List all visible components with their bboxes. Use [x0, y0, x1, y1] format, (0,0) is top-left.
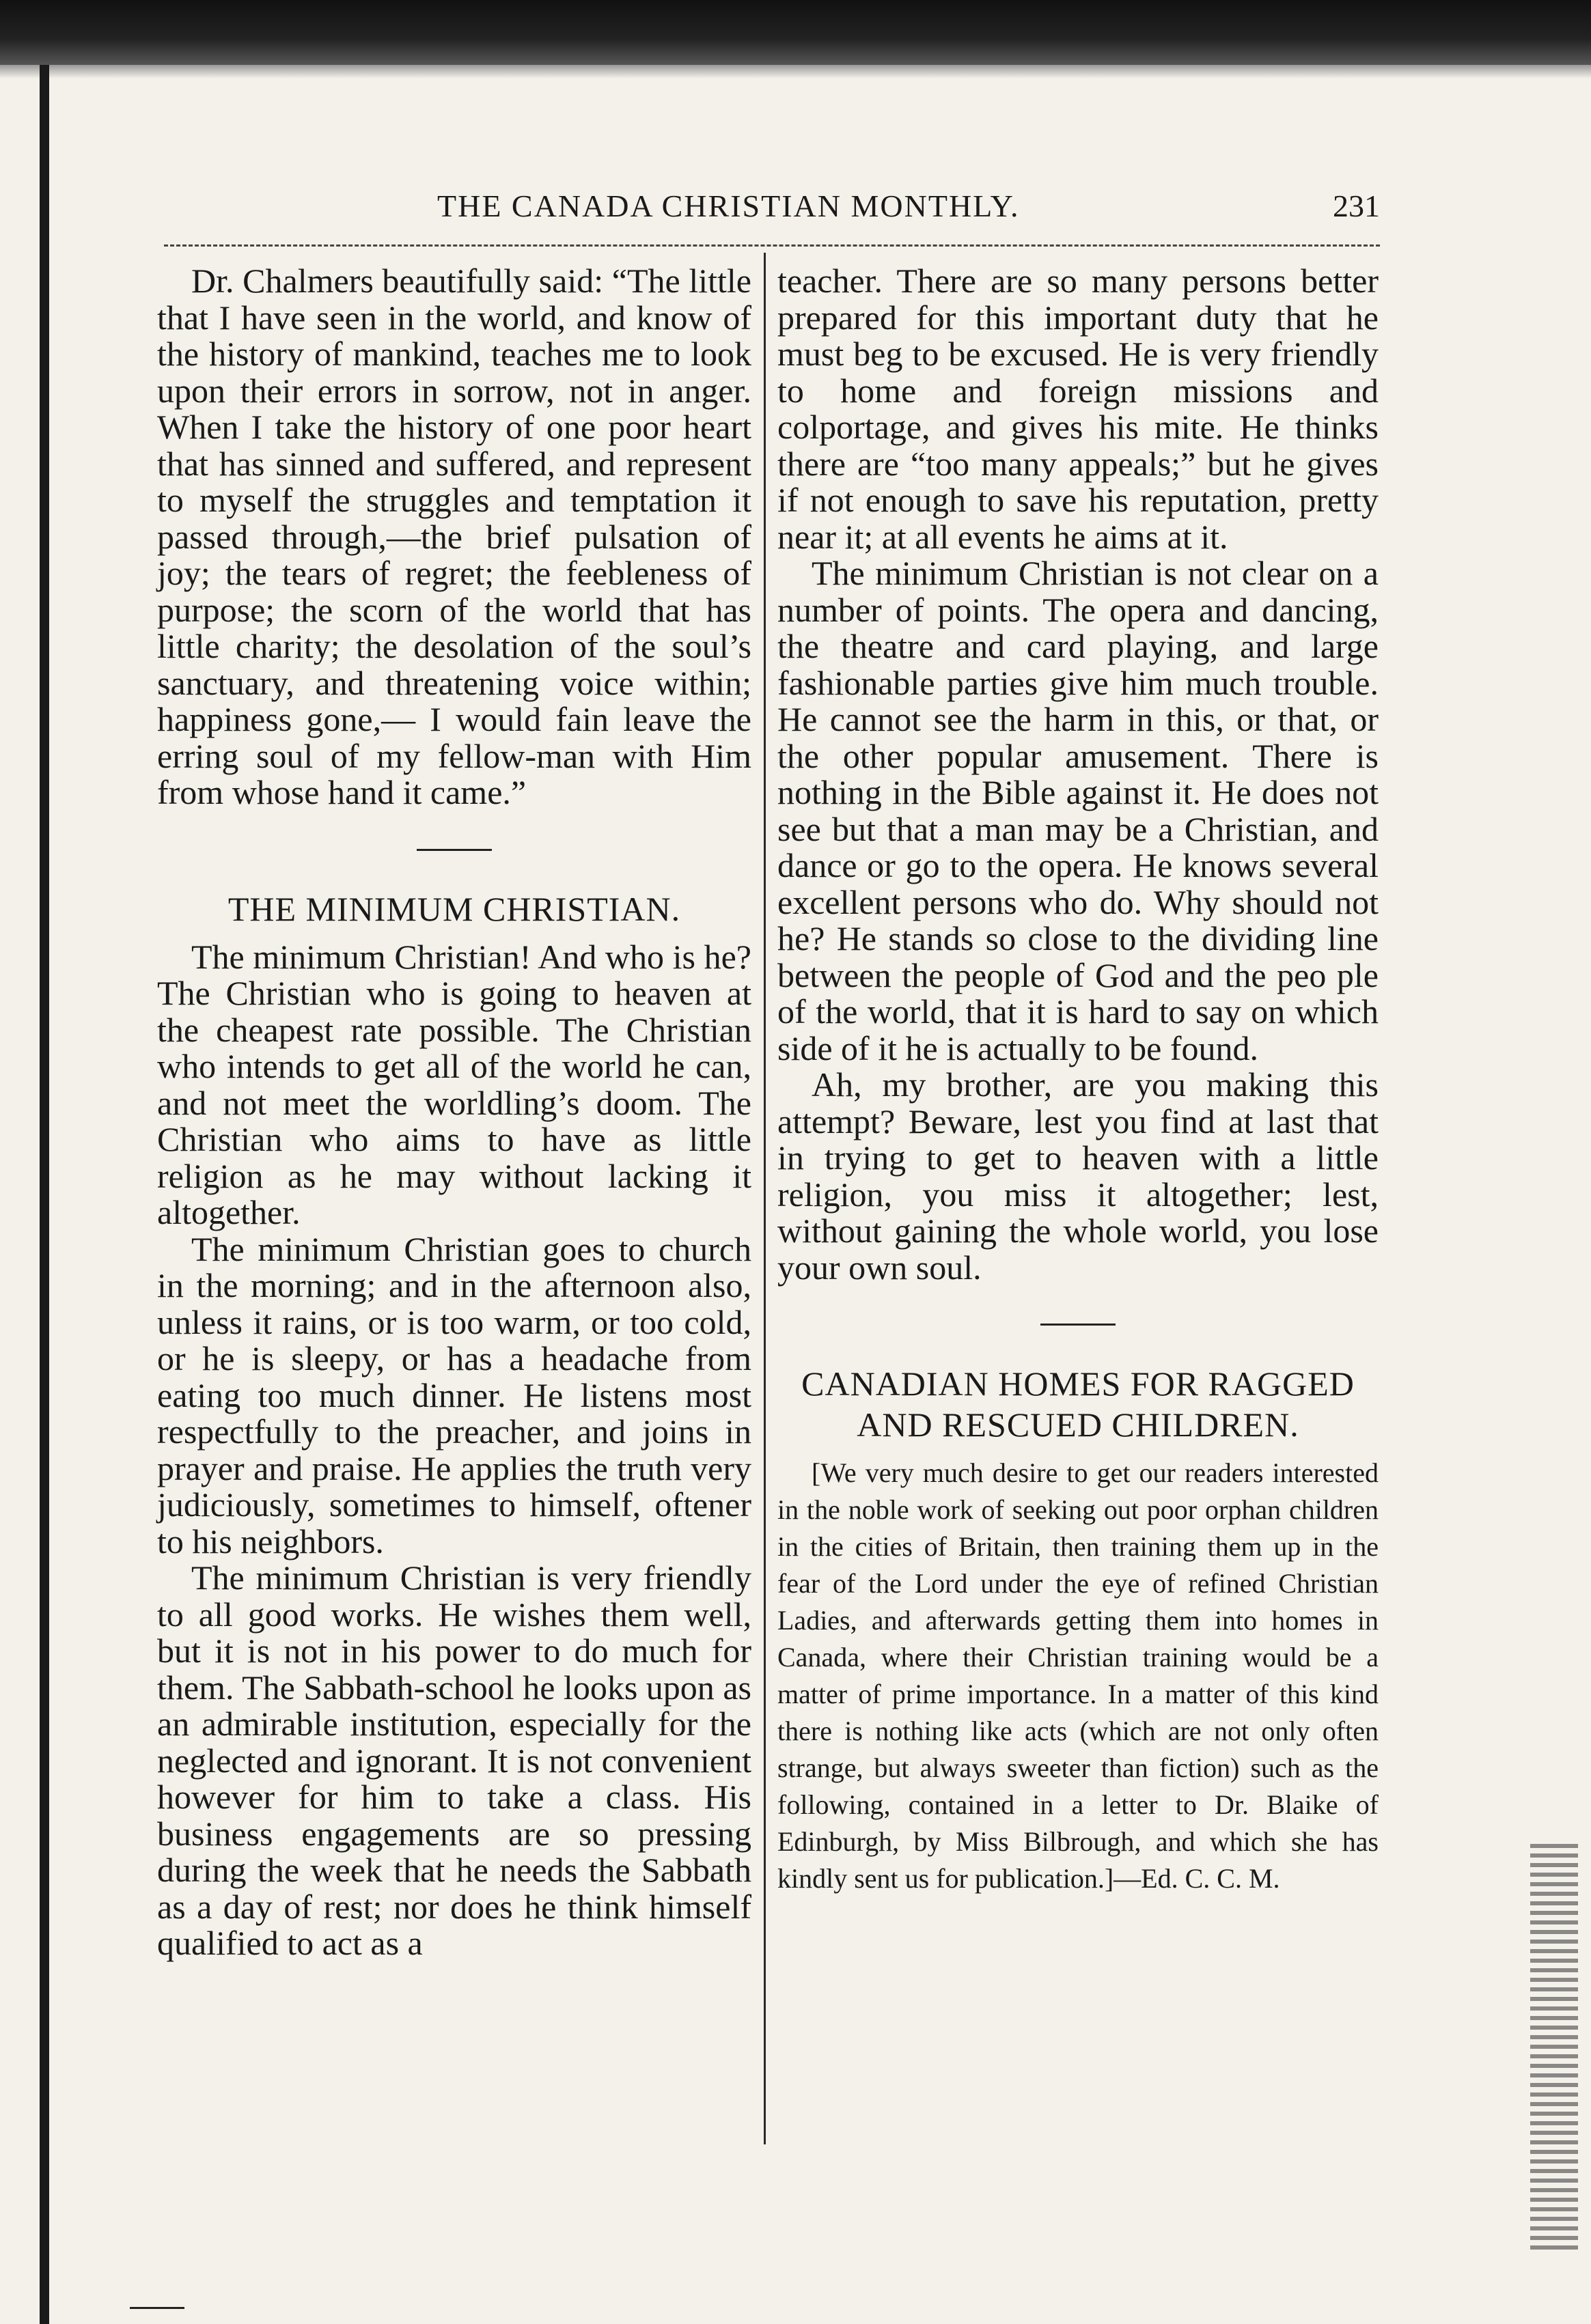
editor-note: [We very much desire to get our readers interested in the noble work of seeking out poor orphan children in the cities of Britain, then training them up in the fear of the Lord under the eye of refined Christian Ladies, and afterwards getting them into homes in Canada, where their Christian training would be a matter of prime importance. In a matter of this kind there is nothing like acts (which are not only often strange, but always sweeter than fiction) such as the following, contained in a letter to Dr. Blaike of Edinburgh, by Miss Bilbrough, and which she has kindly sent us for publication.]—Ed. C. C. M. [777, 1457, 1379, 1894]
paragraph: The minimum Christian! And who is he? The Christian who is going to heaven at the cheapest rate possible. The Christian who intends to get all of the world he can, and not meet the worldling’s doom. The Christian who aims to have as little religion as he may without lacking it altogether. [157, 937, 751, 1231]
scan-left-edge [40, 65, 49, 2324]
section-separator [417, 849, 492, 851]
header-rule [164, 244, 1380, 247]
journal-title: THE CANADA CHRISTIAN MONTHLY. [437, 188, 1020, 223]
column-divider [764, 253, 766, 2144]
article-title-minimum-christian: THE MINIMUM CHRISTIAN. [227, 889, 681, 928]
scan-bottom-mark [130, 2307, 184, 2309]
article-title-canadian-homes: CANADIAN HOMES FOR RAGGED AND RESCUED CHILDREN. [801, 1364, 1355, 1444]
chalmers-quote: Dr. Chalmers beautifully said: “The little that I have seen in the world, and know of the history of mankind, teaches me to look upon their errors in sorrow, not in anger. When I take the history of one poor heart that has sinned and suffered, and represent to myself the struggles and temptation it passed through,—the brief pulsation of joy; the tears of regret; the feebleness of purpose; the scorn of the world that has little charity; the desolation of the soul’s sanctuary, and threatening voice within; happiness gone,— I would fain leave the erring soul of my fellow-man with Him from whose hand it came.” [157, 262, 751, 811]
scan-top-border [0, 0, 1591, 65]
section-separator [1040, 1324, 1116, 1326]
scan-right-noise [1530, 1844, 1578, 2254]
left-column [157, 263, 751, 1962]
page-number: 231 [1333, 188, 1380, 223]
running-header [164, 188, 1380, 236]
paragraph-continued: teacher. There are so many persons better prepared for this important duty that he must beg to be excused. He is very friendly to home and foreign missions and colportage, and gives his mite. He thinks there are “too many appeals;” but he gives if not enough to save his reputation, pretty near it; at all events he aims at it. [777, 262, 1379, 556]
right-column [777, 263, 1379, 1897]
paragraph: The minimum Christian is not clear on a number of points. The opera and dancing, the theatre and card playing, and large fashionable parties give him much trouble. He cannot see the harm in this, or that, or the other popular amusement. There is nothing in the Bible against it. He does not see but that a man may be a Christian, and dance or go to the opera. He knows several excellent persons who do. Why should not he? He stands so close to the dividing line between the people of God and the peo ple of the world, that it is hard to say on which side of it he is actually to be found. [777, 554, 1379, 1067]
paragraph: The minimum Christian is very friendly to all good works. He wishes them well, but it is not in his power to do much for them. The Sabbath-school he looks upon as an admirable institution, especially for the neglected and ignorant. It is not convenient however for him to take a class. His business engagements are so pressing during the week that he needs the Sabbath as a day of rest; nor does he think himself qualified to act as a [157, 1558, 751, 1962]
paragraph: Ah, my brother, are you making this attempt? Beware, lest you find at last that in trying to get to heaven with a little religion, you miss it altogether; lest, without gaining the whole world, you lose your own soul. [777, 1065, 1379, 1287]
scan-top-shadow [0, 65, 1591, 79]
paragraph: The minimum Christian goes to church in the morning; and in the afternoon also, unless it rains, or is too warm, or too cold, or he is sleepy, or has a headache from eating too much dinner. He listens most respectfully to the preacher, and joins in prayer and praise. He applies the truth very judiciously, sometimes to himself, oftener to his neighbors. [157, 1229, 751, 1560]
